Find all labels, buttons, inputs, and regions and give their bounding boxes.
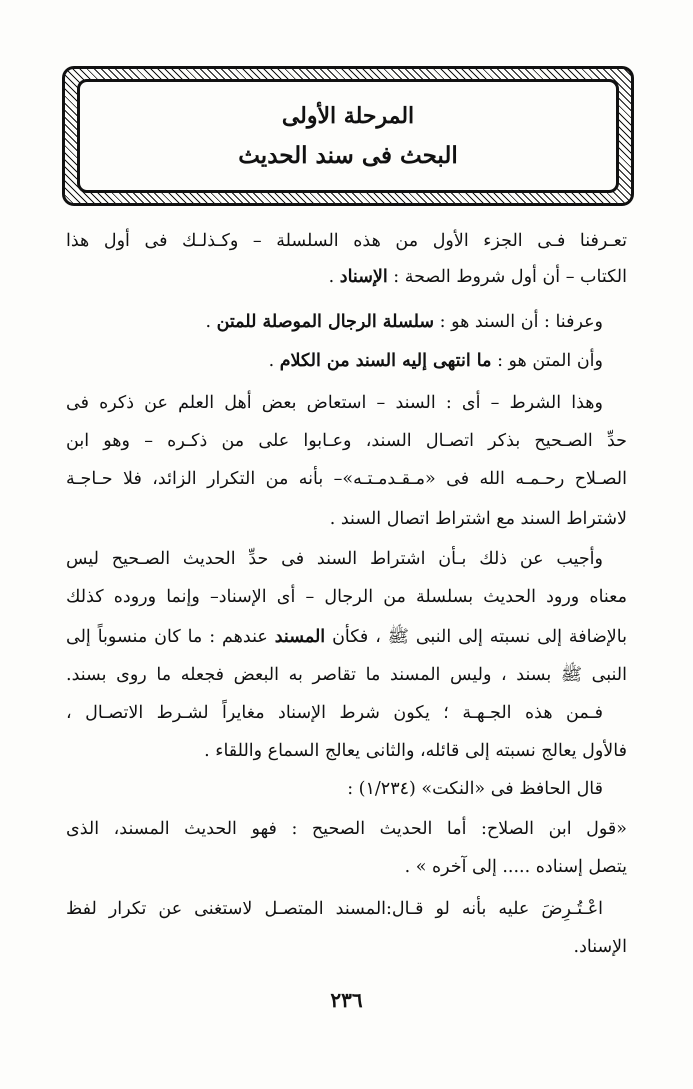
text-line: فـمن هذه الجـهـة ؛ يكون شرط الإسناد مغايراً لشـرط الاتصـال ،: [66, 703, 603, 723]
title-frame: [62, 66, 634, 206]
text-line: الصـلاح رحـمـه الله فى «مـقـدمـتـه»– بأنه من التكرار الزائد، فلا حـاجـة: [66, 469, 627, 489]
text-line: وعرفنا : أن السند هو : سلسلة الرجال الموصلة للمتن .: [205, 312, 603, 332]
text-line: يتصل إسناده ..... إلى آخره » .: [404, 857, 627, 877]
text-line: وهذا الشرط – أى : السند – استعاض بعض أهل العلم عن ذكره فى: [66, 393, 603, 413]
text-line: الإسناد.: [573, 937, 627, 957]
page-number: ٢٣٦: [330, 988, 363, 1012]
text-line: وأجيب عن ذلك بـأن اشتراط السند فى حدِّ الحديث الصـحيح ليس: [66, 549, 603, 569]
title-box: [77, 79, 619, 193]
text-line: لاشتراط السند مع اشتراط اتصال السند .: [329, 509, 627, 529]
text-line: بالإضافة إلى نسبته إلى النبى ﷺ ، فكأن المسند عندهم : ما كان منسوباً إلى: [66, 627, 627, 647]
text-line: قال الحافظ فى «النكت» (١/٢٣٤) :: [347, 779, 603, 799]
text-line: معناه ورود الحديث بسلسلة من الرجال – أى الإسناد– وإنما وروده كذلك: [66, 587, 627, 607]
text-line: فالأول يعالج نسبته إلى قائله، والثانى يعالج السماع واللقاء .: [204, 741, 627, 761]
section-title: المرحلة الأولى: [281, 103, 415, 129]
section-subtitle: البحث فى سند الحديث: [238, 142, 458, 169]
text-line: حدِّ الصـحيح بذكر اتصـال السند، وعـابوا على من ذكـره – وهو ابن: [66, 431, 627, 451]
text-line: اعْـتُـرِضَ عليه بأنه لو قـال:المسند المتصـل لاستغنى عن تكرار لفظ: [66, 899, 603, 919]
text-line: الكتاب – أن أول شروط الصحة : الإسناد .: [328, 267, 627, 287]
text-line: «قول ابن الصلاح: أما الحديث الصحيح : فهو الحديث المسند، الذى: [66, 819, 627, 839]
text-line: تعـرفنا فـى الجزء الأول من هذه السلسلة – وكـذلـك فى أول هذا: [66, 231, 627, 251]
text-line: وأن المتن هو : ما انتهى إليه السند من الكلام .: [268, 351, 603, 371]
text-line: النبى ﷺ بسند ، وليس المسند ما تقاصر به البعض فجعله ما روى بسند.: [66, 665, 627, 685]
